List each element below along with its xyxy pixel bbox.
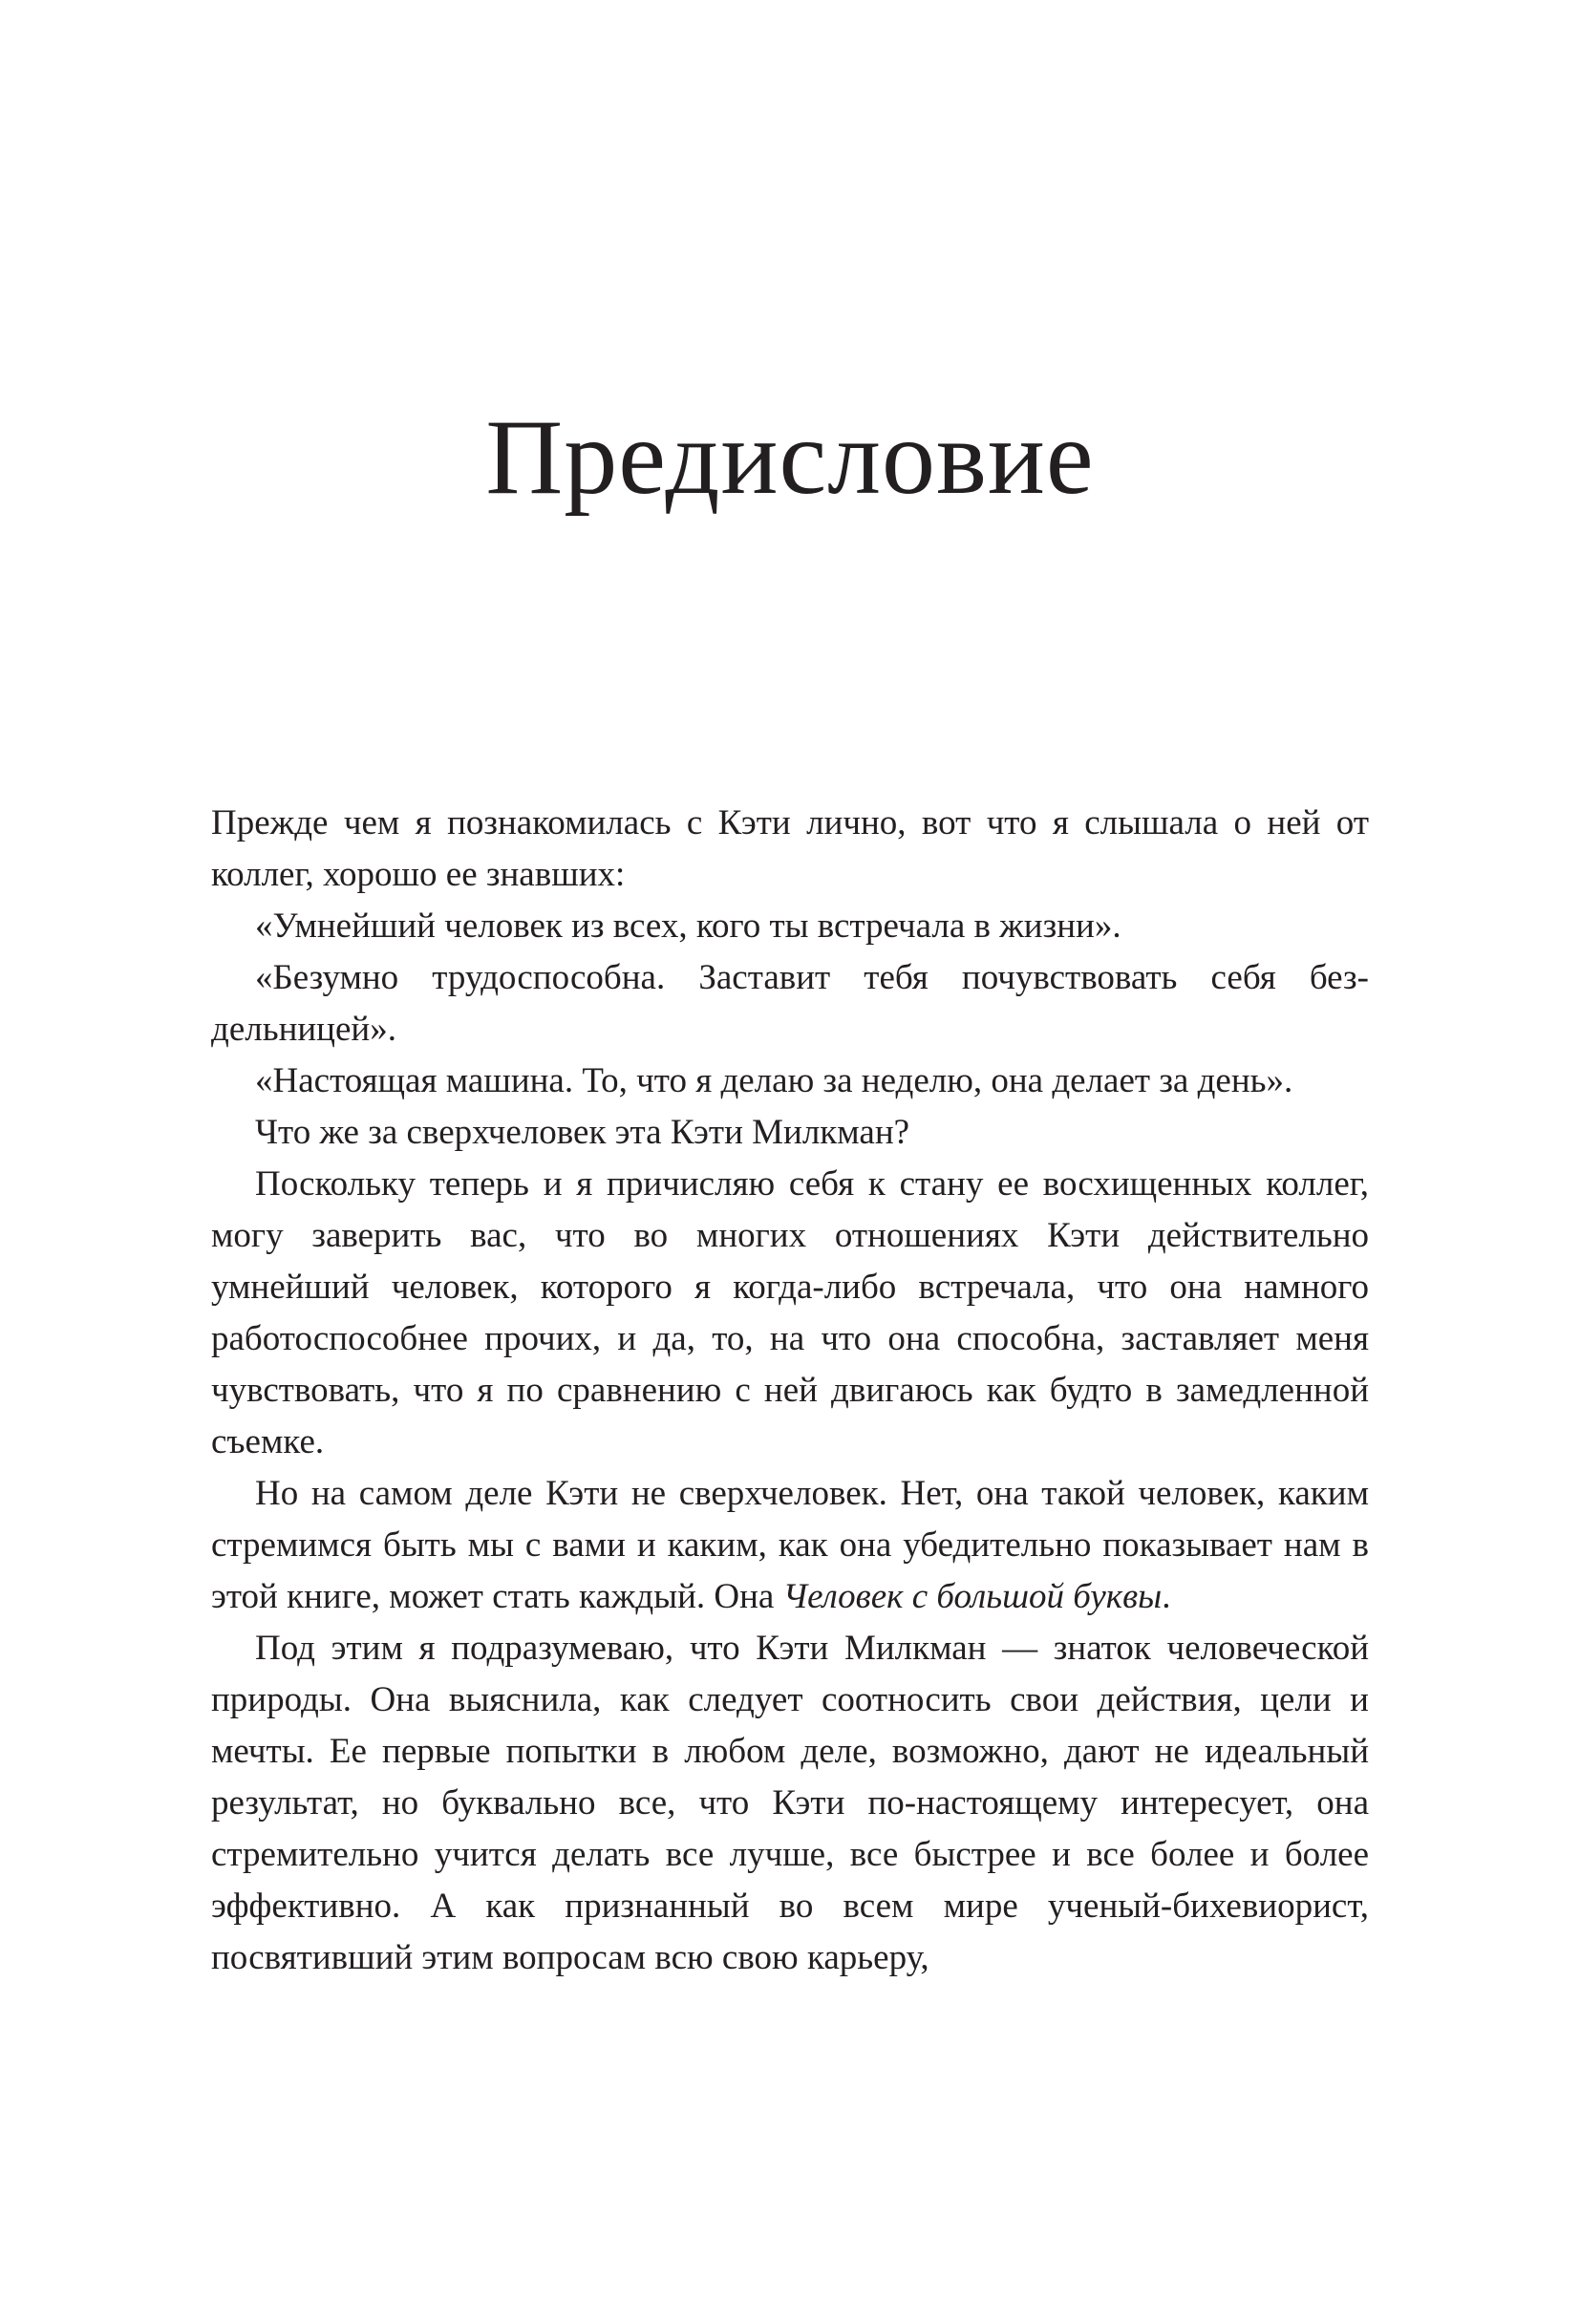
paragraph <box>211 1159 1369 1468</box>
text-run: Под этим я подразумеваю, что Кэти Милкман — знаток человеческой природы. Она выяснила, как следует соотносить свои действия, цели и мечты. Ее первые попытки в любом деле, возможно, дают не идеальный результат, но буквально все, что Кэти по-настоящему интересует, она стремительно учится делать все лучше, все быстрее и все более и более эффективно. А как признанный во всем мире ученый-бихевиорист, посвятивший этим вопросам всю свою карьеру, <box>211 1629 1369 1977</box>
paragraph <box>211 1055 1369 1107</box>
text-run: . <box>1162 1577 1171 1616</box>
paragraph <box>211 1468 1369 1623</box>
text-run: Что же за сверхчеловек эта Кэти Милкман? <box>255 1113 910 1152</box>
body-text <box>211 798 1369 1984</box>
text-run: «Безумно трудоспособна. Заставит тебя почувствовать себя бездельницей». <box>211 958 1369 1049</box>
text-run: «Настоящая машина. То, что я делаю за неделю, она делает за день». <box>255 1061 1293 1100</box>
paragraph <box>211 901 1369 952</box>
text-run: Прежде чем я познакомилась с Кэти лично, вот что я слышала о ней от коллег, хорошо ее знавших: <box>211 803 1369 894</box>
italic-text-run: Человек с большой буквы <box>782 1577 1163 1616</box>
paragraph <box>211 798 1369 901</box>
paragraph <box>211 952 1369 1055</box>
text-run: Поскольку теперь и я причисляю себя к стану ее восхищенных коллег, могу заверить вас, что во многих отношениях Кэти действительно умнейший человек, которого я когда-либо встречала, что она намного работоспособнее прочих, и да, то, на что она способна, заставляет меня чувствовать, что я по сравнению с ней двигаюсь как будто в замедленной съемке. <box>211 1164 1369 1461</box>
text-run: Но на самом деле Кэти не сверхчеловек. Нет, она такой человек, каким стремимся быть мы с вами и каким, как она убедительно показывает нам в этой книге, может стать каждый. Она <box>211 1474 1369 1616</box>
text-run: «Умнейший человек из всех, кого ты встречала в жизни». <box>255 906 1121 946</box>
paragraph <box>211 1623 1369 1984</box>
paragraph <box>211 1107 1369 1159</box>
chapter-title: Предисловие <box>485 398 1095 517</box>
